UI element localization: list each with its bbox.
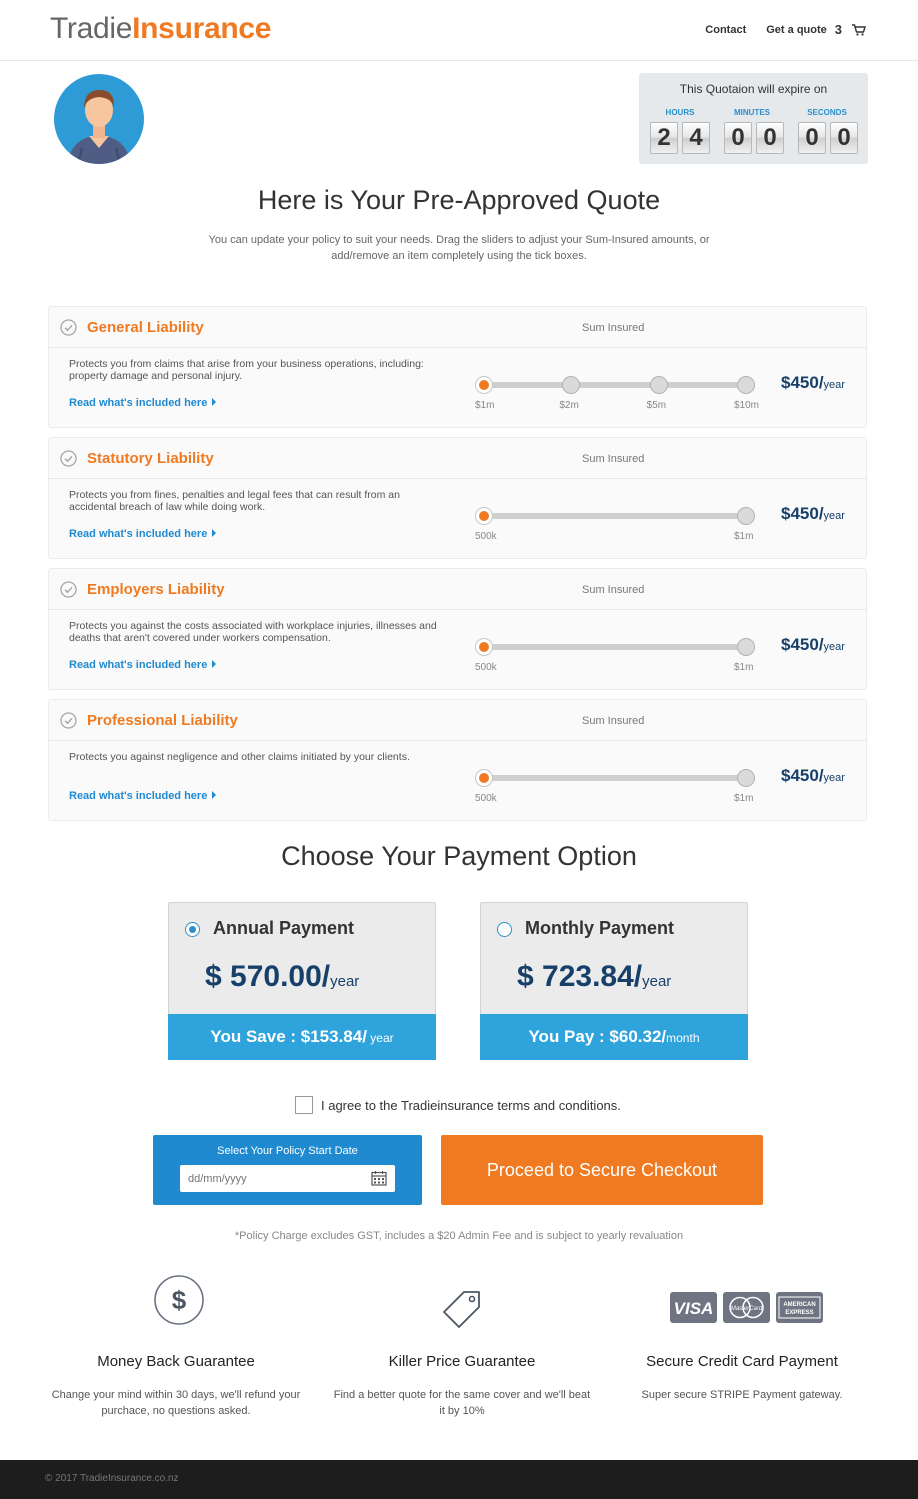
sum-insured-slider[interactable] bbox=[484, 644, 746, 650]
payment-title: Choose Your Payment Option bbox=[281, 841, 637, 871]
coverage-name: Employers Liability bbox=[87, 581, 225, 598]
slider-tick-label: $2m bbox=[559, 400, 579, 411]
slider-tick-label: $1m bbox=[734, 531, 754, 542]
avatar bbox=[54, 74, 144, 164]
timer-digit: 0 bbox=[798, 122, 826, 154]
coverage-card-header bbox=[49, 307, 866, 348]
mastercard-text: MasterCard bbox=[730, 1306, 763, 1312]
logo-part-1: Tradie bbox=[50, 12, 133, 45]
checkmark-circle-icon[interactable] bbox=[60, 712, 77, 729]
coverage-name: Statutory Liability bbox=[87, 450, 214, 467]
calendar-icon[interactable] bbox=[371, 1170, 387, 1186]
user-avatar-icon bbox=[54, 74, 144, 164]
checkout-button[interactable]: Proceed to Secure Checkout bbox=[441, 1135, 763, 1205]
feature-title: Secure Credit Card Payment bbox=[646, 1353, 838, 1370]
timer-digit: 2 bbox=[650, 122, 678, 154]
coverage-price: $450/year bbox=[781, 635, 845, 654]
logo-part-2: Insurance bbox=[132, 12, 272, 45]
annual-plan-card[interactable] bbox=[168, 902, 436, 1060]
feature-title: Money Back Guarantee bbox=[97, 1353, 255, 1370]
feature-description: Find a better quote for the same cover and we'll beat it by 10% bbox=[333, 1389, 591, 1417]
coverage-card bbox=[48, 437, 867, 559]
slider-tick-label: 500k bbox=[475, 531, 497, 542]
quote-count: 3 bbox=[834, 22, 842, 37]
slider-tick-label: $1m bbox=[475, 400, 495, 411]
slider-tick-label: $5m bbox=[646, 400, 667, 411]
slider-tick-label: 500k bbox=[475, 793, 497, 804]
coverage-description: Protects you against the costs associated with workplace injuries, illnesses and deaths that aren't covered under workers compensation. bbox=[69, 620, 437, 644]
svg-text:AMERICAN: AMERICAN bbox=[783, 1302, 816, 1308]
slider-stop[interactable] bbox=[737, 507, 755, 525]
credit-cards-icon bbox=[670, 1292, 824, 1324]
timer-digit: 4 bbox=[682, 122, 710, 154]
monthly-plan-installment: You Pay : $60.32/month bbox=[480, 1014, 748, 1060]
terms-checkbox[interactable] bbox=[295, 1096, 313, 1114]
feature-title: Killer Price Guarantee bbox=[388, 1353, 536, 1370]
terms-label: I agree to the Tradieinsurance terms and conditions. bbox=[321, 1097, 621, 1113]
slider-stop-selected[interactable] bbox=[475, 376, 493, 394]
coverage-name: General Liability bbox=[87, 319, 204, 336]
slider-stop-selected[interactable] bbox=[475, 769, 493, 787]
copyright: © 2017 TradieInsurance.co.nz bbox=[45, 1473, 179, 1484]
slider-stop[interactable] bbox=[562, 376, 580, 394]
caret-right-icon bbox=[212, 791, 216, 799]
slider-stop-selected[interactable] bbox=[475, 507, 493, 525]
checkmark-circle-icon[interactable] bbox=[60, 319, 77, 336]
svg-text:$: $ bbox=[171, 1285, 187, 1315]
slider-tick-label: $1m bbox=[734, 662, 754, 673]
read-more-link[interactable]: Read what's included here bbox=[69, 528, 216, 540]
coverage-description: Protects you from claims that arise from your business operations, including: property damage and personal injury. bbox=[69, 358, 424, 382]
coverage-card bbox=[48, 699, 867, 821]
slider-tick-label: $10m bbox=[734, 400, 760, 411]
timer-title: This Quotaion will expire on bbox=[679, 82, 828, 96]
slider-stop[interactable] bbox=[737, 638, 755, 656]
slider-stop[interactable] bbox=[737, 376, 755, 394]
monthly-plan-name: Monthly Payment bbox=[525, 918, 675, 938]
annual-plan-radio[interactable] bbox=[185, 922, 200, 937]
cart-icon[interactable] bbox=[852, 24, 866, 36]
timer-digit: 0 bbox=[830, 122, 858, 154]
read-more-link[interactable]: Read what's included here bbox=[69, 397, 216, 409]
timer-digit: 0 bbox=[756, 122, 784, 154]
price-tag-icon bbox=[440, 1288, 484, 1332]
terms-agreement bbox=[295, 1096, 621, 1114]
svg-text:EXPRESS: EXPRESS bbox=[785, 1310, 814, 1316]
sum-insured-label: Sum Insured bbox=[582, 453, 645, 465]
coverage-description: Protects you against negligence and other claims initiated by your clients. bbox=[69, 751, 410, 763]
caret-right-icon bbox=[212, 398, 216, 406]
nav-contact[interactable]: Contact bbox=[705, 23, 747, 36]
policy-note: *Policy Charge excludes GST, includes a $20 Admin Fee and is subject to yearly revaluation bbox=[234, 1230, 684, 1242]
coverage-card bbox=[48, 568, 867, 690]
monthly-plan-amount: $ 723.84/year bbox=[517, 960, 672, 993]
coverage-price: $450/year bbox=[781, 373, 845, 392]
coverage-card-header bbox=[49, 438, 866, 479]
slider-stop-selected[interactable] bbox=[475, 638, 493, 656]
top-nav bbox=[685, 22, 866, 37]
slider-tick-label: $1m bbox=[734, 793, 754, 804]
start-date-panel bbox=[153, 1135, 422, 1205]
page-subtitle: You can update your policy to suit your needs. Drag the sliders to adjust your Sum-Insured amounts, or add/remove an item completely using the tick boxes. bbox=[208, 234, 710, 262]
start-date-input[interactable] bbox=[180, 1165, 395, 1192]
coverage-price: $450/year bbox=[781, 766, 845, 785]
read-more-link[interactable]: Read what's included here bbox=[69, 790, 216, 802]
nav-get-quote[interactable]: Get a quote bbox=[766, 23, 827, 36]
slider-tick-label: 500k bbox=[475, 662, 497, 673]
timer-minutes-label: MINUTES bbox=[734, 108, 770, 117]
coverage-description: Protects you from fines, penalties and legal fees that can result from an accidental breach of law while doing work. bbox=[69, 489, 400, 513]
site-footer bbox=[0, 1460, 918, 1499]
sum-insured-slider[interactable] bbox=[484, 382, 746, 388]
dollar-icon bbox=[153, 1274, 205, 1326]
annual-plan-savings: You Save : $153.84/ year bbox=[168, 1014, 436, 1060]
sum-insured-slider[interactable] bbox=[484, 513, 746, 519]
slider-stop[interactable] bbox=[737, 769, 755, 787]
timer-seconds-label: SECONDS bbox=[807, 108, 847, 117]
sum-insured-label: Sum Insured bbox=[582, 715, 645, 727]
annual-plan-name: Annual Payment bbox=[213, 918, 355, 938]
monthly-plan-radio[interactable] bbox=[497, 922, 512, 937]
checkmark-circle-icon[interactable] bbox=[60, 581, 77, 598]
caret-right-icon bbox=[212, 529, 216, 537]
read-more-link[interactable]: Read what's included here bbox=[69, 659, 216, 671]
checkmark-circle-icon[interactable] bbox=[60, 450, 77, 467]
coverage-price: $450/year bbox=[781, 504, 845, 523]
caret-right-icon bbox=[212, 660, 216, 668]
timer-digit: 0 bbox=[724, 122, 752, 154]
logo[interactable] bbox=[50, 12, 271, 46]
page-title: Here is Your Pre-Approved Quote bbox=[257, 185, 661, 215]
feature-description: Super secure STRIPE Payment gateway. bbox=[641, 1389, 843, 1401]
visa-card-text: VISA bbox=[673, 1299, 714, 1318]
start-date-label: Select Your Policy Start Date bbox=[217, 1145, 358, 1157]
site-header bbox=[0, 0, 918, 61]
coverage-card-header bbox=[49, 569, 866, 610]
sum-insured-slider[interactable] bbox=[484, 775, 746, 781]
sum-insured-label: Sum Insured bbox=[582, 322, 645, 334]
coverage-card-header bbox=[49, 700, 866, 741]
annual-plan-amount: $ 570.00/year bbox=[205, 960, 360, 993]
feature-description: Change your mind within 30 days, we'll refund your purchace, no questions asked. bbox=[51, 1389, 301, 1417]
slider-stop[interactable] bbox=[650, 376, 668, 394]
coverage-card bbox=[48, 306, 867, 428]
monthly-plan-card[interactable] bbox=[480, 902, 748, 1060]
sum-insured-label: Sum Insured bbox=[582, 584, 645, 596]
coverage-name: Professional Liability bbox=[87, 712, 238, 729]
timer-hours-label: HOURS bbox=[665, 108, 695, 117]
